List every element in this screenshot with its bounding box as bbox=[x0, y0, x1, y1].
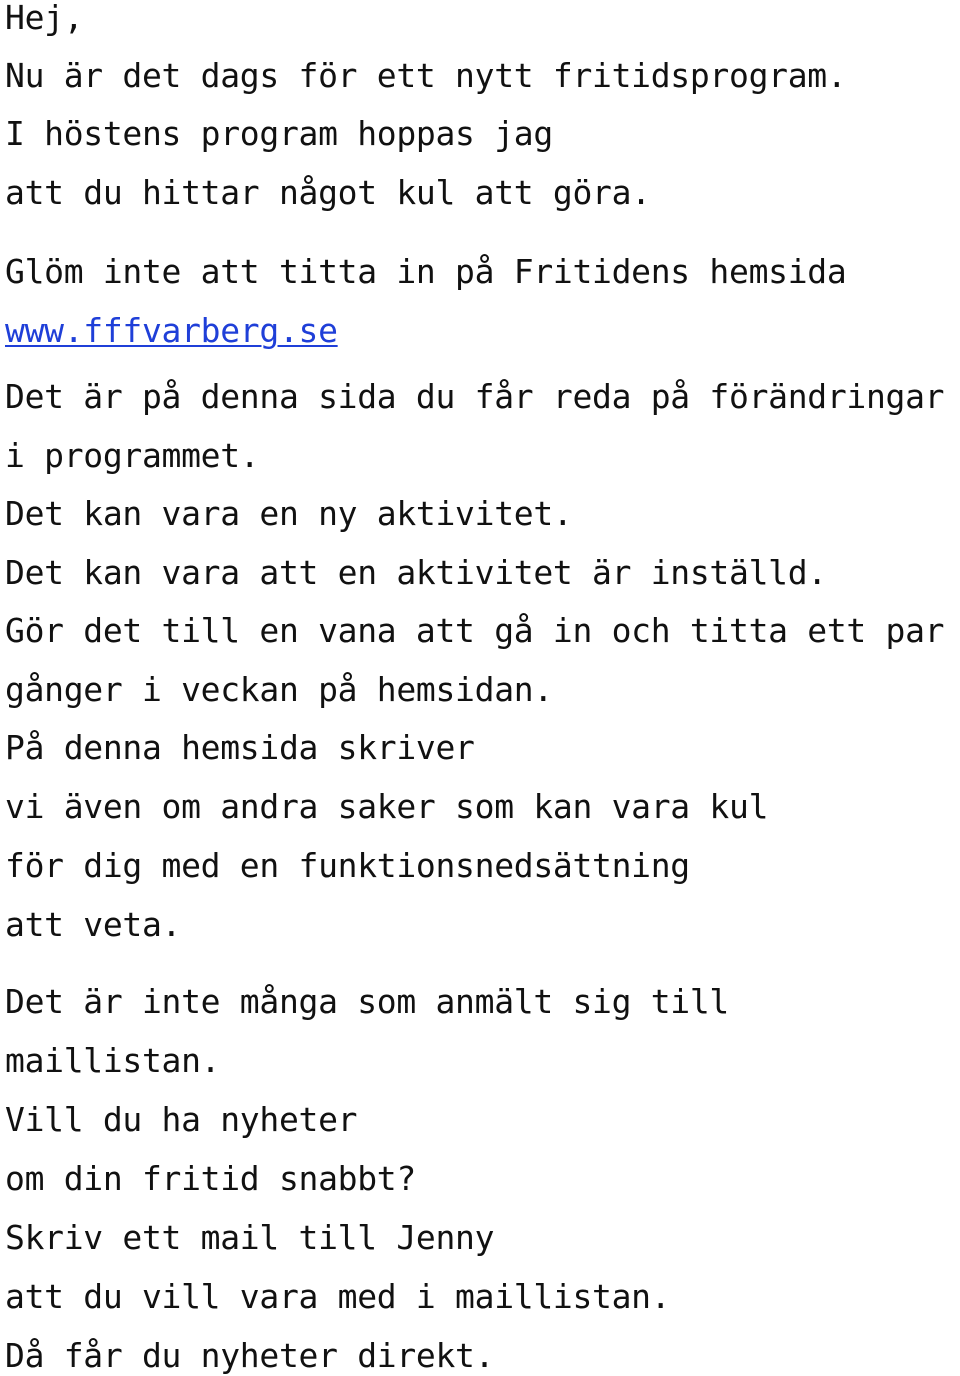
text-line: Vill du ha nyheter bbox=[5, 1100, 358, 1139]
text-line: Det kan vara en ny aktivitet. bbox=[5, 494, 573, 533]
text-line: att du vill vara med i maillistan. bbox=[5, 1277, 671, 1316]
text-line: Det kan vara att en aktivitet är inställd. bbox=[5, 553, 827, 592]
text-line: Då får du nyheter direkt. bbox=[5, 1336, 495, 1375]
text-line: vi även om andra saker som kan vara kul bbox=[5, 787, 769, 826]
text-line: Glöm inte att titta in på Fritidens hemsida bbox=[5, 252, 847, 291]
text-line: om din fritid snabbt? bbox=[5, 1159, 416, 1198]
text-line: att veta. bbox=[5, 905, 182, 944]
text-line: att du hittar något kul att göra. bbox=[5, 173, 651, 212]
text-line: maillistan. bbox=[5, 1041, 221, 1080]
text-line: för dig med en funktionsnedsättning bbox=[5, 846, 690, 885]
website-link[interactable]: www.fffvarberg.se bbox=[5, 311, 338, 350]
greeting: Hej, bbox=[5, 0, 84, 37]
text-line: Det är inte många som anmält sig till bbox=[5, 982, 730, 1021]
text-line: Skriv ett mail till Jenny bbox=[5, 1218, 495, 1257]
text-line: i programmet. bbox=[5, 436, 260, 475]
text-line: I höstens program hoppas jag bbox=[5, 114, 553, 153]
text-line: Nu är det dags för ett nytt fritidsprogram. bbox=[5, 56, 847, 95]
text-line: gånger i veckan på hemsidan. bbox=[5, 670, 553, 709]
text-line: På denna hemsida skriver bbox=[5, 728, 475, 767]
text-line: Det är på denna sida du får reda på förändringar bbox=[5, 377, 945, 416]
text-line: Gör det till en vana att gå in och titta ett par bbox=[5, 611, 945, 650]
